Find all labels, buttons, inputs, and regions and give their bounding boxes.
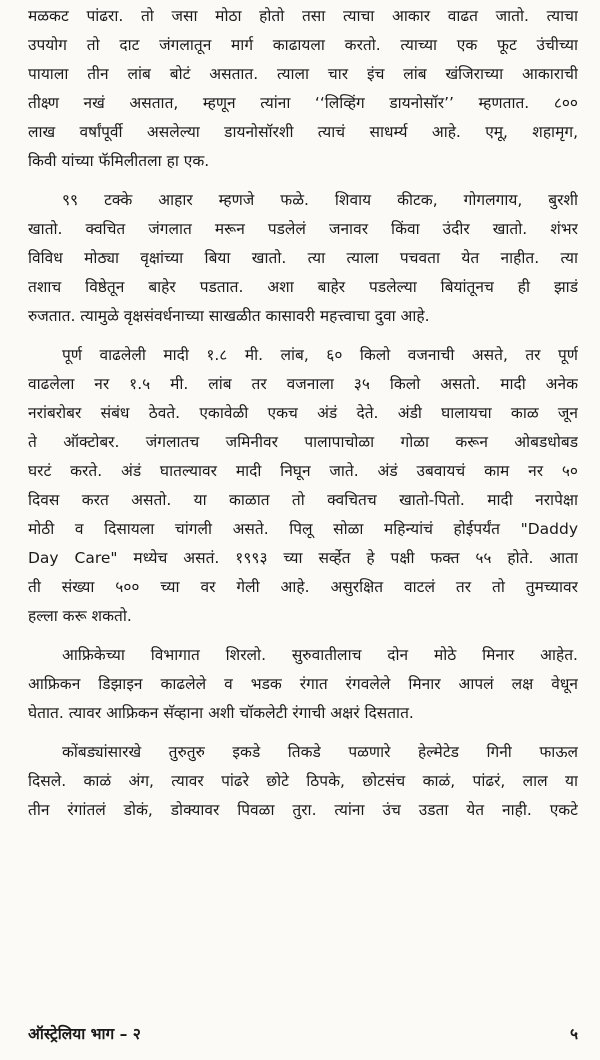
text-line: घेतात. त्यावर आफ्रिकन सॅव्हाना अशी चॉकलेटी रंगाची अक्षरं दिसतात. bbox=[28, 704, 414, 722]
text-line: ९९ टक्के आहार म्हणजे फळे. शिवाय कीटक, गोगलगाय, बुरशी bbox=[62, 191, 578, 209]
text-line: पायाला तीन लांब बोटं असतात. त्याला चार इंच लांब खंजिराच्या आकाराची bbox=[28, 65, 578, 83]
text-line: किवी यांच्या फॅमिलीतला हा एक. bbox=[28, 152, 210, 170]
text-line: पूर्ण वाढलेली मादी १.८ मी. लांब, ६० किलो वजनाची असते, तर पूर्ण bbox=[62, 346, 578, 364]
text-line: उपयोग तो दाट जंगलातून मार्ग काढायला करतो. त्याच्या एक फूट उंचीच्या bbox=[28, 36, 578, 54]
text-line: ती संख्या ५०० च्या वर गेली आहे. असुरक्षित वाटलं तर तो तुमच्यावर bbox=[28, 578, 578, 596]
page-number: ५ bbox=[569, 1025, 578, 1043]
text-line: मोठी व दिसायला चांगली असते. पिलू सोळा महिन्यांचं होईपर्यंत "Daddy bbox=[28, 520, 578, 538]
paragraph-3 bbox=[28, 341, 578, 631]
paragraph-1 bbox=[28, 2, 578, 176]
text-line: मळकट पांढरा. तो जसा मोठा होतो तसा त्याचा आकार वाढत जातो. त्याचा bbox=[28, 7, 578, 25]
text-line: लाख वर्षांपूर्वी असलेल्या डायनोसॉरशी त्याचं साधर्म्य आहे. एमू, शहामृग, bbox=[28, 123, 578, 141]
text-line: आफ्रिकन डिझाइन काढलेले व भडक रंगात रंगवलेले मिनार आपलं लक्ष वेधून bbox=[28, 675, 578, 693]
text-line: रुजतात. त्यामुळे वृक्षसंवर्धनाच्या साखळीत कासावरी महत्त्वाचा दुवा आहे. bbox=[28, 307, 430, 325]
page-footer bbox=[28, 1022, 578, 1044]
text-line: तीन रंगांतलं डोकं, डोक्यावर पिवळा तुरा. त्यांना उंच उडता येत नाही. एकटे bbox=[28, 801, 578, 819]
text-line: ते ऑक्टोबर. जंगलातच जमिनीवर पालापाचोळा गोळा करून ओबडधोबड bbox=[28, 433, 578, 451]
paragraph-5 bbox=[28, 738, 578, 825]
text-line: विविध मोठ्या वृक्षांच्या बिया खातो. त्या त्याला पचवता येत नाहीत. त्या bbox=[28, 249, 578, 267]
text-line: नरांबरोबर संबंध ठेवते. एकावेळी एकच अंडं देते. अंडी घालायचा काळ जून bbox=[28, 404, 578, 422]
text-line: Day Care" मध्येच असतं. १९९३ च्या सर्व्हेत हे पक्षी फक्त ५५ होते. आता bbox=[28, 549, 578, 567]
text-line: दिसले. काळं अंग, त्यावर पांढरे छोटे ठिपके, छोटसंच काळं, पांढरं, लाल या bbox=[28, 772, 578, 790]
text-line: आफ्रिकेच्या विभागात शिरलो. सुरुवातीलाच दोन मोठे मिनार आहेत. bbox=[62, 646, 578, 664]
text-line: तशाच विष्ठेतून बाहेर पडतात. अशा बाहेर पडलेल्या बियांतूनच ही झाडं bbox=[28, 278, 578, 296]
text-line: खातो. क्वचित जंगलात मरून पडलेलं जनावर किंवा उंदीर खातो. शंभर bbox=[28, 220, 578, 238]
text-line: घरटं करते. अंडं घातल्यावर मादी निघून जाते. अंडं उबवायचं काम नर ५० bbox=[28, 462, 578, 480]
paragraph-4 bbox=[28, 641, 578, 728]
text-line: वाढलेला नर १.५ मी. लांब तर वजनाला ३५ किलो असतो. मादी अनेक bbox=[28, 375, 578, 393]
paragraph-2 bbox=[28, 186, 578, 331]
page-content bbox=[28, 2, 578, 835]
text-line: दिवस करत असतो. या काळात तो क्वचितच खातो-पितो. मादी नरापेक्षा bbox=[28, 491, 578, 509]
text-line: कोंबड्यांसारखे तुरुतुरु इकडे तिकडे पळणारे हेल्मेटेड गिनी फाऊल bbox=[62, 743, 578, 761]
text-line: तीक्ष्ण नखं असतात, म्हणून त्यांना ‘‘लिव्हिंग डायनोसॉर’’ म्हणतात. ८०० bbox=[28, 94, 578, 112]
text-line: हल्ला करू शकतो. bbox=[28, 607, 132, 625]
running-title: ऑस्ट्रेलिया भाग – २ bbox=[28, 1025, 141, 1043]
